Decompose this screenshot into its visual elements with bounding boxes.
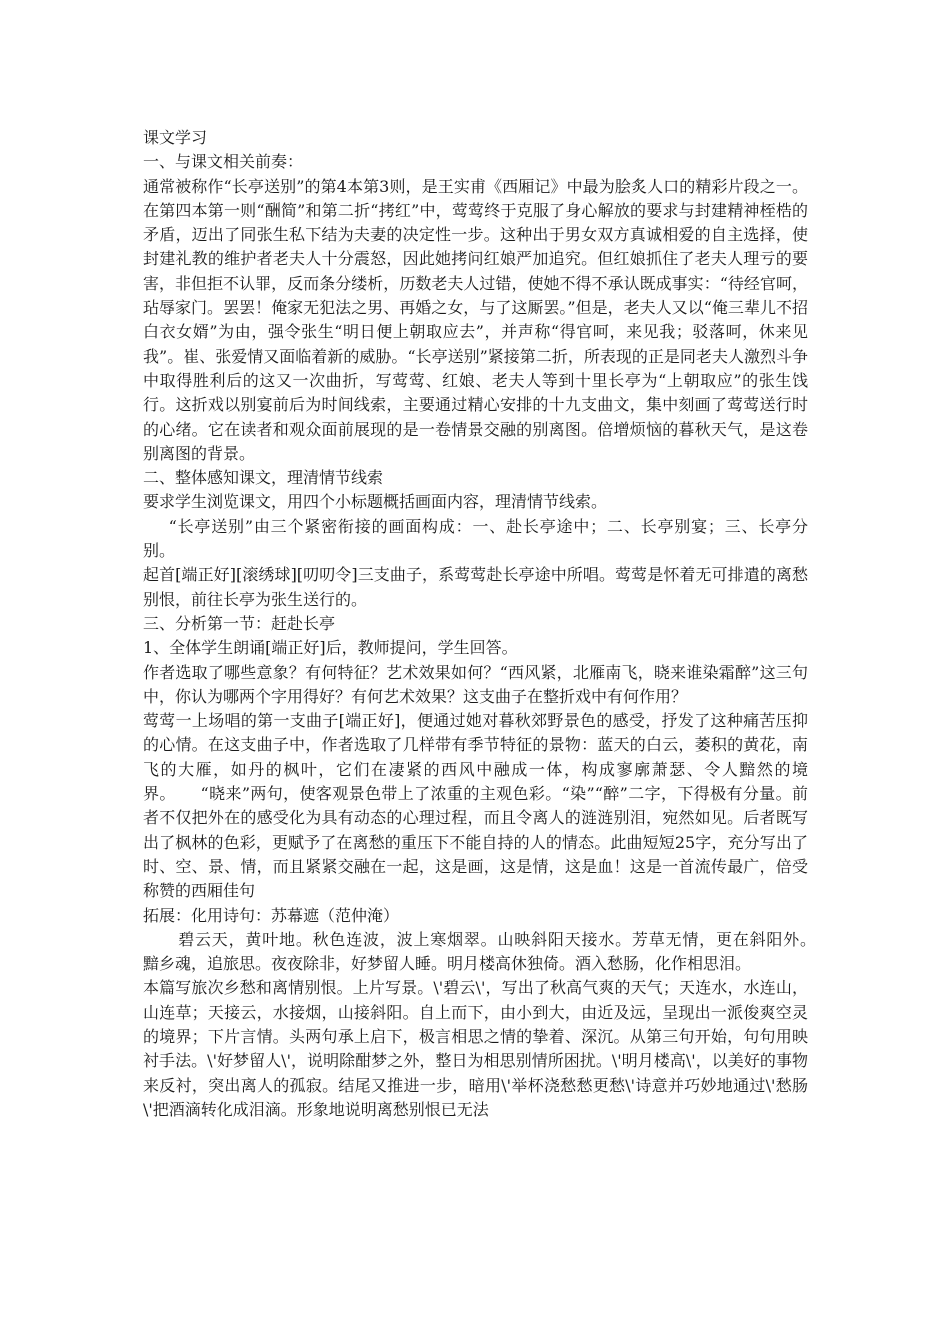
doc-title: 课文学习: [143, 128, 208, 147]
section-3-item-1: 1、全体学生朗诵[端正好]后，教师提问，学生回答。: [143, 638, 518, 658]
extension-poem: 碧云天，黄叶地。秋色连波，波上寒烟翠。山映斜阳天接水。芳草无情，更在斜阳外。 黯乡魂，追旅思。夜夜除非，好梦留人睡。明月楼高休独倚。酒入愁肠，化作相思泪。: [143, 929, 841, 974]
section-3-question: 作者选取了哪些意象？有何特征？艺术效果如何？“西风紧，北雁南飞，晓来谁染霜醉”这三句中，你认为哪两个字用得好？有何艺术效果？这支曲子在整折戏中有何作用？: [143, 662, 808, 706]
section-2-structure: “长亭送别”由三个紧密衔接的画面构成：一、赴长亭途中；二、长亭别宴；三、长亭分别。: [143, 516, 808, 561]
section-1-body: 通常被称作“长亭送别”的第4本第3则，是王实甫《西厢记》中最为脍炙人口的精彩片段之一。在第四本第一则“酬简”和第二折“拷红”中，莺莺终于克服了身心解放的要求与封建精神桎梏的矛盾，迈出了同张生私下结为夫妻的决定性一步。这种出于男女双方真诚相爱的自主选择，使封建礼教的维护者老夫人十分震怒，因此她拷问红娘严加追究。但红娘抓住了老夫人理亏的要害，非但拒不认罪，反而条分缕析，历数老夫人过错，使她不得不承认既成事实：“待经官呵，玷辱家门。罢罢！俺家无犯法之男、再婚之女，与了这厮罢。”但是，老夫人又以“俺三辈儿不招白衣女婿”为由，强令张生“明日便上朝取应去”，并声称“得官呵，来见我；驳落呵，休来见我”。崔、张爱情又面临着新的威胁。“长亭送别”紧接第二折，所表现的正是同老夫人激烈斗争中取得胜利后的这又一次曲折，写莺莺、红娘、老夫人等到十里长亭为“上朝取应”的张生饯行。这折戏以别宴前后为时间线索，主要通过精心安排的十九支曲文，集中刻画了莺莺送行时的心绪。它在读者和观众面前展现的是一卷情景交融的别离图。倍增烦恼的暮秋天气，是这卷别离图的背景。: [143, 176, 808, 463]
section-1-heading: 一、与课文相关前奏：: [143, 152, 304, 172]
extension-heading: 拓展：化用诗句：苏幕遮（范仲淹）: [143, 905, 400, 925]
section-2-requirement: 要求学生浏览课文，用四个小标题概括画面内容，理清情节线索。: [143, 492, 608, 512]
section-3-heading: 三、分析第一节：赶赴长亭: [143, 613, 336, 633]
section-2-songs: 起首[端正好][滚绣球][叨叨令]三支曲子，系莺莺赴长亭途中所唱。莺莺是怀着无可排遣的离愁别恨，前往长亭为张生送行的。: [143, 565, 808, 609]
document-page: [143, 126, 841, 1122]
extension-analysis: 本篇写旅次乡愁和离情别恨。上片写景。\'碧云\'，写出了秋高气爽的天气；天连水，水连山，山连草；天接云，水接烟，山接斜阳。自上而下，由小到大，由近及远，呈现出一派俊爽空灵的境界；下片言情。头两句承上启下，极言相思之情的挚着、深沉。从第三句开始，句句用映衬手法。\'好梦留人\'，说明除酣梦之外，整日为相思别情所困扰。\'明月楼高\'，以美好的事物来反衬，突出离人的孤寂。结尾又推进一步，暗用\'举杯浇愁愁更愁\'诗意并巧妙地通过\'愁肠\'把酒滴转化成泪滴。形象地说明离愁别恨已无法: [143, 978, 808, 1119]
section-2-heading: 二、整体感知课文，理清情节线索: [143, 468, 384, 488]
section-3-answer: 莺莺一上场唱的第一支曲子[端正好]，便通过她对暮秋郊野景色的感受，抒发了这种痛苦压抑的心情。在这支曲子中，作者选取了几样带有季节特征的景物：蓝天的白云，萎积的黄花，南飞的大雁，如丹的枫叶，它们在凄紧的西风中融成一体，构成寥廓萧瑟、令人黯然的境界。 “晓来”两句，使客观景色带上了浓重的主观色彩。“染”“醉”二字，下得极有分量。前者不仅把外在的感受化为具有动态的心理过程，而且令离人的涟涟别泪，宛然如见。后者既写出了枫林的色彩，更赋予了在离愁的重压下不能自持的人的情态。此曲短短25字，充分写出了时、空、景、情，而且紧紧交融在一起，这是画，这是情，这是血！这是一首流传最广，倍受称赞的西厢佳句: [143, 711, 808, 901]
